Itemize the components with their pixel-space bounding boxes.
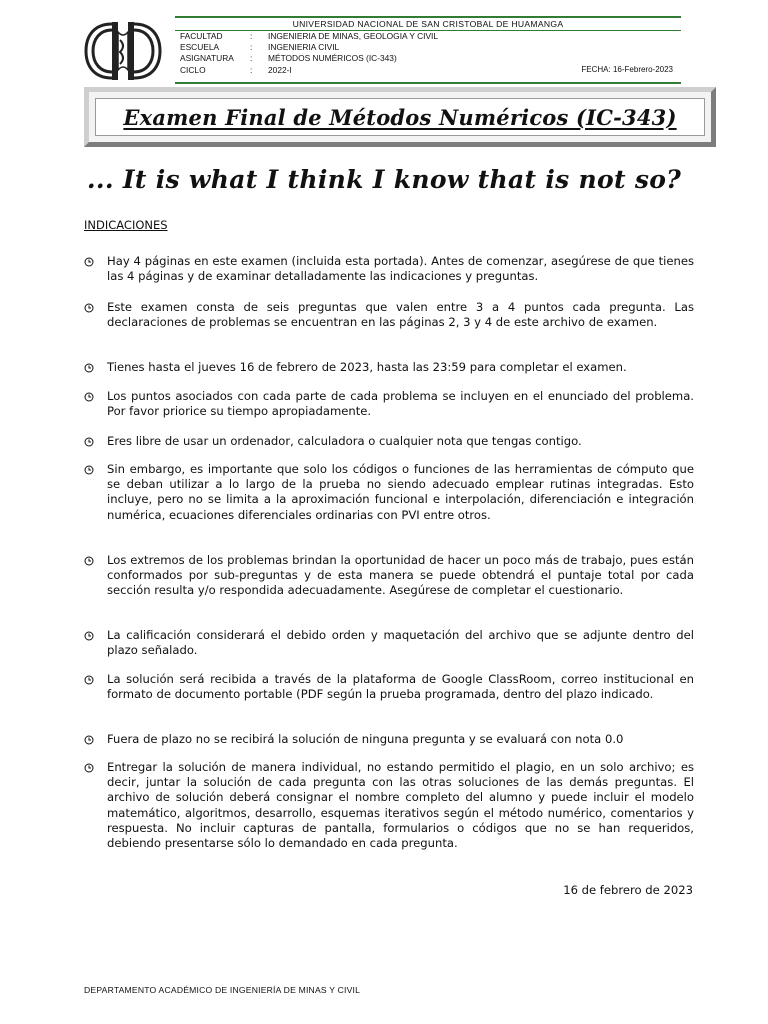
clock-bullet-icon [84, 675, 94, 685]
clock-bullet-icon [84, 392, 94, 402]
footer-department: DEPARTAMENTO ACADÉMICO DE INGENIERÍA DE MINAS Y CIVIL [84, 985, 361, 995]
university-name: UNIVERSIDAD NACIONAL DE SAN CRISTOBAL DE HUAMANGA [292, 19, 564, 29]
clock-bullet-icon [84, 631, 94, 641]
list-item: Sin embargo, es importante que solo los códigos o funciones de las herramientas de cómputo que se deban utilizar a lo largo de la prueba no siendo adecuado emplear rutinas integradas. Esto incluye, pero no se limita a la aproximación funcional e interpolación, diferenciación e integración numérica, ecuaciones diferenciales ordinarias con PVI entre otros. [84, 462, 694, 523]
clock-bullet-icon [84, 763, 94, 773]
list-item: La calificación considerará el debido orden y maquetación del archivo que se adjunte dentro del plazo señalado. [84, 628, 694, 658]
list-item: La solución será recibida a través de la plataforma de Google ClassRoom, correo institucional en formato de documento portable (PDF según la prueba programada, dentro del plazo indicado. [84, 672, 694, 702]
header-fecha: FECHA: 16-Febrero-2023 [581, 65, 673, 74]
list-item: Fuera de plazo no se recibirá la solución de ninguna pregunta y se evaluará con nota 0.0 [84, 732, 694, 747]
clock-bullet-icon [84, 465, 94, 475]
quote: ... It is what I think I know that is not so? [86, 165, 682, 194]
university-logo [82, 18, 164, 84]
header-row-asignatura: ASIGNATURA : MÉTODOS NUMÉRICOS (IC-343) [180, 53, 397, 63]
list-item: Entregar la solución de manera individual, no estando permitido el plagio, en un solo archivo; es decir, juntar la solución de cada pregunta con las otras soluciones de las demás preguntas. El archivo de solución deberá consignar el nombre completo del alumno y puede incluir el modelo matemático, algoritmos, desarrollo, esquemas iterativos según el método numérico, comentarios y respuesta. No incluir capturas de pantalla, formularios o códigos que no se han requeridos, debiendo presentarse sólo lo demandado en cada pregunta. [84, 760, 694, 851]
clock-bullet-icon [84, 556, 94, 566]
list-item: Hay 4 páginas en este examen (incluida esta portada). Antes de comenzar, asegúrese de que tienes las 4 páginas y de examinar detalladamente las indicaciones y preguntas. [84, 254, 694, 284]
header-row-escuela: ESCUELA : INGENIERIA CIVIL [180, 42, 340, 52]
list-item: Este examen consta de seis preguntas que valen entre 3 a 4 puntos cada pregunta. Las declaraciones de problemas se encuentran en las páginas 2, 3 y 4 de este archivo de examen. [84, 300, 694, 330]
list-item: Eres libre de usar un ordenador, calculadora o cualquier nota que tengas contigo. [84, 434, 694, 449]
header-row-facultad: FACULTAD : INGENIERIA DE MINAS, GEOLOGIA Y CIVIL [180, 31, 439, 41]
indicaciones-heading: INDICACIONES [84, 218, 168, 232]
exam-title-box [84, 87, 716, 147]
clock-bullet-icon [84, 363, 94, 373]
header-row-ciclo: CICLO : 2022-I [180, 65, 292, 75]
exam-title: Examen Final de Métodos Numéricos (IC-343) [123, 104, 677, 130]
clock-bullet-icon [84, 303, 94, 313]
list-item: Tienes hasta el jueves 16 de febrero de 2023, hasta las 23:59 para completar el examen. [84, 360, 694, 375]
clock-bullet-icon [84, 437, 94, 447]
list-item: Los extremos de los problemas brindan la oportunidad de hacer un poco más de trabajo, pues están conformados por sub-preguntas y de esta manera se puede obtendrá el puntaje total por cada sección resulta y/o respondida adecuadamente. Asegúrese de completar el cuestionario. [84, 553, 694, 599]
clock-bullet-icon [84, 257, 94, 267]
document-date: 16 de febrero de 2023 [563, 883, 693, 897]
clock-bullet-icon [84, 735, 94, 745]
list-item: Los puntos asociados con cada parte de cada problema se incluyen en el enunciado del problema. Por favor priorice su tiempo apropiadamente. [84, 389, 694, 419]
header-block [175, 16, 681, 86]
